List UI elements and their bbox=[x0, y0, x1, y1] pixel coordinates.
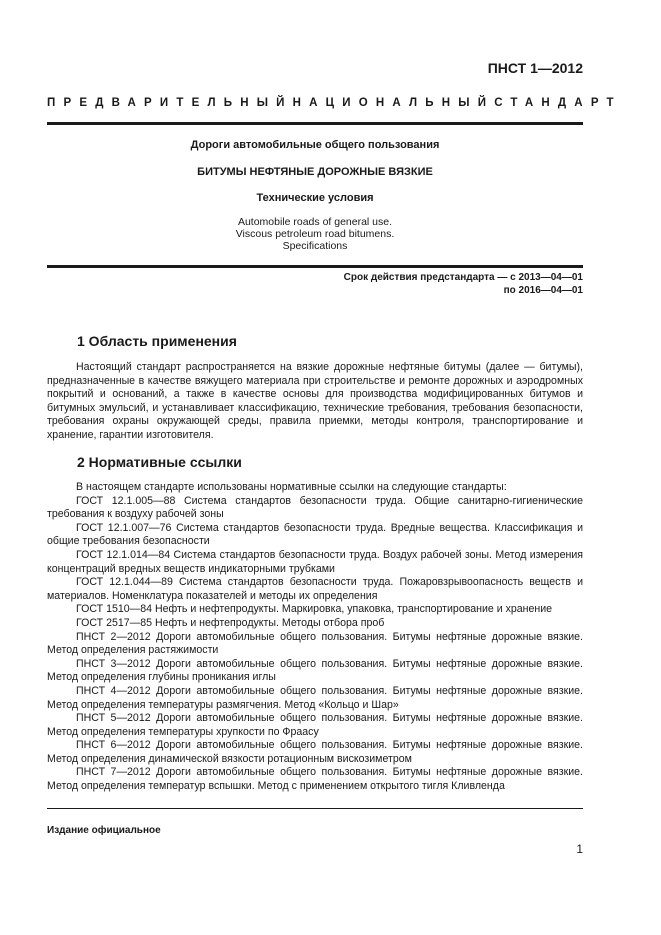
validity-line-2: по 2016—04—01 bbox=[503, 285, 583, 296]
title-line-2: БИТУМЫ НЕФТЯНЫЕ ДОРОЖНЫЕ ВЯЗКИЕ bbox=[197, 166, 433, 178]
reference-item: ПНСТ 5—2012 Дороги автомобильные общего пользования. Битумы нефтяные дорожные вязкие. Метод определения температуры хрупкости по Фраасу bbox=[47, 712, 583, 738]
english-title-line-3: Specifications bbox=[282, 240, 348, 252]
document-code: ПНСТ 1—2012 bbox=[487, 60, 583, 76]
reference-item: ГОСТ 2517—85 Нефть и нефтепродукты. Методы отбора проб bbox=[76, 616, 385, 629]
validity-period bbox=[344, 271, 583, 297]
title-line-1: Дороги автомобильные общего пользования bbox=[190, 139, 440, 151]
reference-item: ПНСТ 2—2012 Дороги автомобильные общего пользования. Битумы нефтяные дорожные вязкие. Метод определения растяжимости bbox=[47, 630, 583, 657]
section-2-body bbox=[47, 481, 583, 794]
title-divider bbox=[47, 265, 583, 268]
english-title-line-1: Automobile roads of general use. bbox=[237, 216, 393, 228]
official-edition-note: Издание официальное bbox=[47, 825, 161, 836]
footer-divider bbox=[47, 808, 583, 809]
reference-item: ПНСТ 7—2012 Дороги автомобильные общего пользования. Битумы нефтяные дорожные вязкие. Метод определения температур вспышки. Метод с применением открытого тигля Кливленда bbox=[47, 766, 583, 793]
title-line-3: Технические условия bbox=[256, 192, 374, 204]
standard-type-word-1: ПРЕДВАРИТЕЛЬНЫЙ bbox=[47, 97, 293, 109]
reference-item: ГОСТ 12.1.007—76 Система стандартов безопасности труда. Вредные вещества. Классификация и общие требования безопасности bbox=[47, 521, 583, 548]
section-2-title: 2 Нормативные ссылки bbox=[77, 454, 242, 470]
english-title-line-2: Viscous petroleum road bitumens. bbox=[235, 228, 395, 240]
standard-type-word-2: НАЦИОНАЛЬНЫЙ bbox=[292, 97, 495, 109]
section-1-body bbox=[47, 361, 583, 443]
reference-item: ПНСТ 4—2012 Дороги автомобильные общего пользования. Битумы нефтяные дорожные вязкие. Метод определения температуры размягчения. Метод «Кольцо и Шар» bbox=[47, 684, 583, 711]
page-number: 1 bbox=[576, 842, 583, 856]
reference-item: ГОСТ 12.1.005—88 Система стандартов безопасности труда. Общие санитарно-гигиенические требования к воздуху рабочей зоны bbox=[47, 494, 583, 521]
reference-item: В настоящем стандарте использованы нормативные ссылки на следующие стандарты: bbox=[76, 481, 507, 493]
reference-item: ПНСТ 3—2012 Дороги автомобильные общего пользования. Битумы нефтяные дорожные вязкие. Метод определения глубины проникания иглы bbox=[47, 657, 583, 684]
section-1-title: 1 Область применения bbox=[77, 333, 237, 349]
standard-type-word-3: СТАНДАРТ bbox=[494, 97, 622, 109]
standard-type-heading bbox=[47, 97, 622, 109]
reference-item: ГОСТ 12.1.014—84 Система стандартов безопасности труда. Воздух рабочей зоны. Метод измерения концентраций вредных веществ индикаторными трубками bbox=[47, 548, 583, 575]
reference-item: ПНСТ 6—2012 Дороги автомобильные общего пользования. Битумы нефтяные дорожные вязкие. Метод определения динамической вязкости ротационным вискозиметром bbox=[47, 739, 583, 765]
header-divider bbox=[47, 122, 583, 125]
reference-item: ГОСТ 1510—84 Нефть и нефтепродукты. Маркировка, упаковка, транспортирование и хранение bbox=[76, 603, 553, 616]
english-title bbox=[47, 216, 583, 252]
validity-line-1: Срок действия предстандарта — с 2013—04—01 bbox=[343, 272, 583, 283]
section-1-paragraph: Настоящий стандарт распространяется на вязкие дорожные нефтяные битумы (далее — битумы), предназначенные в качестве вяжущего материала при строительстве и ремонте дорожных и аэродромных покрытий и оснований, а также в качестве основы для производства модифицированных битумов и битумных эмульсий, и устанавливает классификацию, технические требования, требования безопасности, требования охраны окружающей среды, правила приемки, методы контроля, транспортирование и хранение, гарантии изготовителя. bbox=[47, 361, 583, 441]
reference-item: ГОСТ 12.1.044—89 Система стандартов безопасности труда. Пожаровзрывоопасность веществ и материалов. Номенклатура показателей и методы их определения bbox=[47, 576, 583, 602]
